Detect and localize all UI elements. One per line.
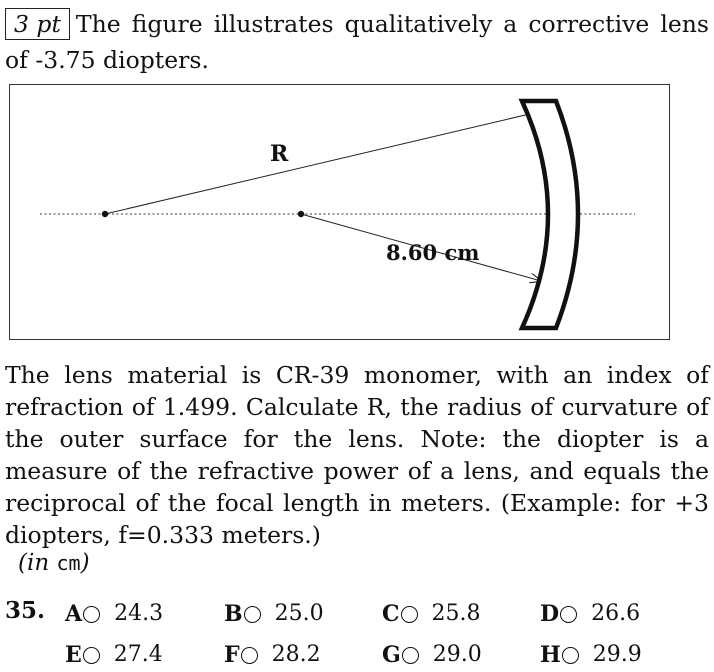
choice-value: 29.0: [432, 642, 482, 667]
choice-letter: E: [65, 642, 82, 668]
choice-e[interactable]: [65, 640, 163, 670]
units-value: cm: [56, 551, 81, 575]
question-body: The lens material is CR-39 monomer, with an index of refraction of 1.499. Calculate R, the radius of curvature of the outer surface for the lens. Note: the diopter is a measure of the refractive power of a lens, and equals the reciprocal of the focal length in meters. (Example: for +3 diopters, f=0.333 meters.): [5, 361, 709, 549]
choice-a[interactable]: [65, 599, 163, 629]
radio-circle-icon[interactable]: [241, 647, 258, 664]
choice-value: 25.0: [274, 601, 324, 626]
question-intro: [5, 6, 709, 78]
lens-figure: [9, 84, 670, 340]
radio-circle-icon[interactable]: [560, 606, 577, 623]
choice-value: 27.4: [113, 642, 163, 667]
units-suffix: ): [80, 550, 90, 576]
radio-circle-icon[interactable]: [83, 606, 100, 623]
choice-letter: D: [540, 601, 560, 627]
choice-value: 26.6: [591, 601, 641, 626]
choice-letter: B: [224, 601, 243, 627]
choice-d[interactable]: [540, 599, 640, 629]
choice-f[interactable]: [224, 640, 321, 670]
radius-R-line: [105, 108, 555, 214]
choice-value: 29.9: [592, 642, 642, 667]
choice-letter: A: [65, 601, 83, 627]
points-box: 3 pt: [5, 8, 70, 40]
question-number: 35.: [5, 597, 46, 624]
inner-center-dot: [298, 211, 304, 217]
outer-center-dot: [102, 211, 108, 217]
choice-letter: H: [540, 642, 561, 668]
radio-circle-icon[interactable]: [244, 606, 261, 623]
label-distance: 8.60 cm: [386, 240, 480, 265]
intro-text: The figure illustrates qualitatively a corrective lens of -3.75 diopters.: [5, 10, 709, 74]
label-R: R: [270, 141, 289, 167]
lens-shape: [522, 101, 578, 328]
units-note: [18, 550, 90, 576]
lens-diagram: [10, 85, 671, 341]
radio-circle-icon[interactable]: [83, 647, 100, 664]
radio-circle-icon[interactable]: [402, 647, 419, 664]
radio-circle-icon[interactable]: [401, 606, 418, 623]
choice-letter: G: [382, 642, 401, 668]
radio-circle-icon[interactable]: [562, 647, 579, 664]
choice-value: 24.3: [114, 601, 164, 626]
choice-b[interactable]: [224, 599, 324, 629]
choice-value: 25.8: [431, 601, 481, 626]
choice-g[interactable]: [382, 640, 482, 670]
choice-h[interactable]: [540, 640, 642, 670]
choice-letter: C: [382, 601, 400, 627]
choice-c[interactable]: [382, 599, 481, 629]
units-prefix: (in: [18, 550, 50, 576]
choice-letter: F: [224, 642, 240, 668]
choice-value: 28.2: [271, 642, 321, 667]
